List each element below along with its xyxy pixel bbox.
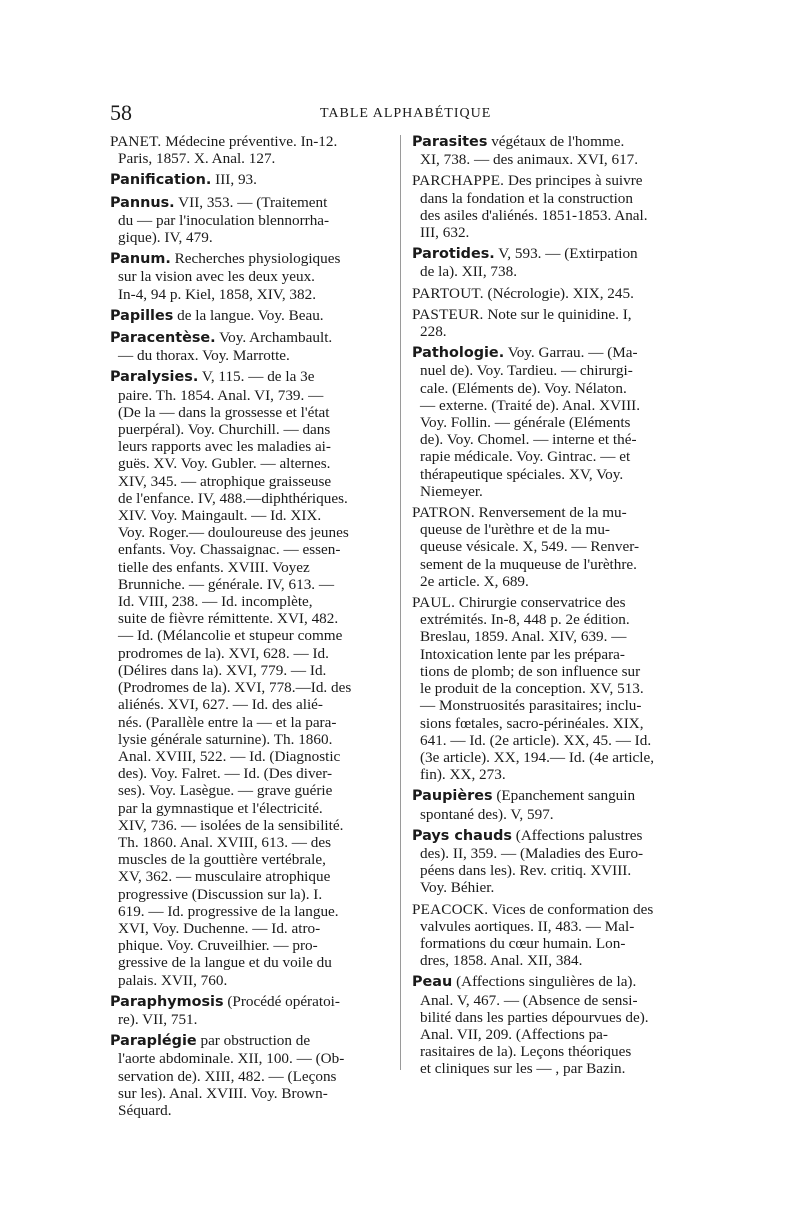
entry-line (110, 524, 394, 541)
entry-text: — du thorax. Voy. Marrotte. (118, 347, 290, 365)
entry-line (412, 806, 700, 823)
entry-text: gique). IV, 479. (118, 229, 213, 247)
running-title: TABLE ALPHABÉTIQUE (320, 106, 492, 121)
entry-text: Des principes à suivre (504, 172, 643, 190)
entry-line (412, 362, 700, 379)
entry-line (412, 646, 700, 663)
entry-text: In-4, 94 p. Kiel, 1858, XIV, 382. (118, 285, 316, 303)
index-entry (412, 827, 700, 897)
entry-text: muscles de la gouttière vertébrale, (118, 851, 326, 869)
entry-line (110, 645, 394, 662)
entry-text: phique. Voy. Cruveilhier. — pro- (118, 937, 318, 955)
entry-text: formations du cœur humain. Lon- (420, 934, 626, 952)
index-entry (110, 329, 394, 364)
entry-line (412, 344, 700, 362)
entry-text: 641. — Id. (2e article). XX, 45. — Id. (420, 731, 652, 749)
entry-line (412, 245, 700, 263)
entry-line (110, 993, 394, 1011)
entry-headword: PARCHAPPE. (412, 172, 505, 190)
entry-headword: Panification. (110, 172, 212, 189)
index-entry (412, 973, 700, 1077)
entry-text: des). II, 359. — (Maladies des Euro- (420, 844, 644, 862)
entry-text: (Nécrologie). XIX, 245. (483, 284, 634, 302)
entry-text: Médecine préventive. In-12. (161, 133, 338, 150)
entry-text: III, 93. (211, 171, 257, 189)
entry-text: spontané des). V, 597. (420, 805, 554, 823)
index-entry (110, 250, 394, 303)
entry-text: de l'enfance. IV, 488.—diphthériques. (118, 489, 348, 507)
entry-text: bilité dans les parties dépourvues de). (420, 1008, 649, 1026)
page-header (110, 100, 690, 130)
entry-text: V, 593. — (Extirpation (494, 245, 638, 263)
entry-line (110, 954, 394, 971)
entry-line (110, 610, 394, 627)
entry-line (412, 611, 700, 628)
entry-headword: Panum. (110, 251, 171, 268)
entry-line (412, 879, 700, 896)
entry-text: Séquard. (118, 1101, 172, 1119)
entry-text: queuse de l'urèthre et de la mu- (420, 521, 610, 539)
entry-text: de la langue. Voy. Beau. (173, 306, 324, 324)
entry-line (412, 787, 700, 805)
entry-text: 619. — Id. progressive de la langue. (118, 902, 339, 920)
entry-line (110, 627, 394, 644)
entry-line (110, 507, 394, 524)
entry-line (412, 766, 700, 783)
entry-line (412, 973, 700, 991)
entry-line (412, 448, 700, 465)
entry-headword: Paracentèse. (110, 330, 216, 347)
entry-text: puerpéral). Voy. Churchill. — dans (118, 421, 331, 439)
entry-line (110, 250, 394, 268)
entry-line (110, 972, 394, 989)
entry-headword: Peau (412, 974, 453, 991)
entry-line (110, 834, 394, 851)
entry-line (412, 862, 700, 879)
entry-line (412, 1009, 700, 1026)
entry-line (110, 268, 394, 285)
entry-text: Voy. Roger.— douloureuse des jeunes (118, 524, 349, 542)
entry-line (412, 935, 700, 952)
entry-text: suite de fièvre rémittente. XVI, 482. (118, 610, 339, 628)
entry-line (412, 663, 700, 680)
entry-text: Intoxication lente par les prépara- (420, 645, 625, 663)
entry-text: V, 115. — de la 3e (198, 368, 315, 386)
entry-headword: Paupières (412, 788, 493, 805)
entry-text: extrémités. In-8, 448 p. 2e édition. (420, 611, 630, 629)
entry-text: Th. 1860. Anal. XVIII, 613. — des (118, 833, 332, 851)
entry-line (412, 397, 700, 414)
entry-line (412, 827, 700, 845)
entry-text: le produit de la conception. XV, 513. (420, 680, 644, 698)
entry-headword: PATRON. (412, 504, 475, 522)
index-entry (412, 245, 700, 280)
entry-text: sions fœtales, sacro-périnéales. XIX, (420, 714, 644, 732)
entry-line (110, 387, 394, 404)
entry-line (110, 593, 394, 610)
entry-text: palais. XVII, 760. (118, 971, 228, 989)
entry-headword: Paraphymosis (110, 993, 224, 1010)
entry-headword: PAUL. (412, 594, 456, 612)
entry-line (412, 749, 700, 766)
entry-text: de). Voy. Chomel. — interne et thé- (420, 431, 637, 449)
entry-text: re). VII, 751. (118, 1010, 198, 1028)
entry-text: gressive de la langue et du voile du (118, 954, 332, 972)
entry-text: par la gymnastique et l'électricité. (118, 799, 323, 817)
entry-line (110, 473, 394, 490)
entry-line (412, 556, 700, 573)
entry-line (110, 576, 394, 593)
index-entry (110, 307, 394, 325)
entry-text: XVI, Voy. Duchenne. — Id. atro- (118, 919, 321, 937)
index-entry (412, 594, 700, 783)
entry-headword: Papilles (110, 307, 174, 324)
index-entry (110, 1032, 394, 1119)
entry-text: lysie générale saturnine). Th. 1860. (118, 730, 333, 748)
entry-text: Anal. V, 467. — (Absence de sensi- (420, 991, 638, 1009)
entry-text: XIV, 736. — isolées de la sensibilité. (118, 816, 344, 834)
index-entry (110, 993, 394, 1028)
entry-text: (3e article). XX, 194.— Id. (4e article, (420, 748, 655, 766)
entry-line (412, 504, 700, 521)
index-entry (412, 787, 700, 822)
entry-line (110, 800, 394, 817)
entry-text: Paris, 1857. X. Anal. 127. (118, 150, 276, 168)
index-entry (110, 368, 394, 988)
entry-text: Renversement de la mu- (474, 504, 627, 522)
entry-line (110, 765, 394, 782)
entry-line (110, 307, 394, 325)
entry-text: VII, 353. — (Traitement (174, 193, 328, 211)
entry-headword: Pannus. (110, 194, 175, 211)
entry-line (110, 937, 394, 954)
entry-line (412, 952, 700, 969)
entry-line (412, 483, 700, 500)
entry-text: XV, 362. — musculaire atrophique (118, 868, 331, 886)
entry-text: végétaux de l'homme. (487, 133, 625, 150)
entry-text: prodromes de la). XVI, 628. — Id. (118, 644, 329, 662)
entry-line (110, 782, 394, 799)
entry-line (412, 323, 700, 340)
entry-line (412, 573, 700, 590)
entry-text: XI, 738. — des animaux. XVI, 617. (420, 151, 639, 169)
index-entry (412, 901, 700, 970)
entry-line (412, 845, 700, 862)
entry-text: des asiles d'aliénés. 1851-1853. Anal. (420, 206, 648, 224)
entry-line (110, 150, 394, 167)
entry-text: — Id. (Mélancolie et stupeur comme (118, 627, 343, 645)
entry-line (412, 207, 700, 224)
entry-line (110, 559, 394, 576)
entry-text: du — par l'inoculation blennorrha- (118, 211, 330, 229)
entry-line (412, 466, 700, 483)
entry-text: nés. (Parallèle entre la — et la para- (118, 713, 337, 731)
entry-line (412, 628, 700, 645)
entry-headword: Parotides. (412, 246, 495, 263)
entry-line (412, 521, 700, 538)
entry-text: (Epanchement sanguin (492, 787, 636, 805)
entry-headword: Pathologie. (412, 345, 505, 362)
entry-line (110, 679, 394, 696)
entry-text: Anal. VII, 209. (Affections pa- (420, 1025, 608, 1043)
entry-text: Voy. Garrau. — (Ma- (504, 344, 638, 362)
entry-text: Niemeyer. (420, 482, 483, 500)
entry-line (110, 731, 394, 748)
index-entry (412, 133, 700, 168)
entry-line (110, 368, 394, 386)
entry-text: sur les). Anal. XVIII. Voy. Brown- (118, 1084, 328, 1102)
entry-line (412, 732, 700, 749)
entry-text: Voy. Archambault. (215, 329, 333, 347)
entry-text: (Prodromes de la). XVI, 778.—Id. des (118, 679, 352, 697)
entry-line (110, 886, 394, 903)
entry-text: Breslau, 1859. Anal. XIV, 639. — (420, 628, 627, 646)
entry-line (412, 263, 700, 280)
entry-line (110, 229, 394, 246)
entry-text: sur la vision avec les deux yeux. (118, 268, 315, 286)
entry-text: III, 632. (420, 224, 470, 242)
entry-line (412, 901, 700, 918)
entry-line (110, 920, 394, 937)
entry-text: (Délires dans la). XVI, 779. — Id. (118, 661, 327, 679)
entry-line (110, 714, 394, 731)
entry-line (110, 541, 394, 558)
entry-headword: Paralysies. (110, 369, 199, 386)
entry-line (110, 696, 394, 713)
entry-line (110, 817, 394, 834)
entry-text: Voy. Béhier. (420, 879, 495, 897)
index-entry (110, 194, 394, 247)
entry-text: par obstruction de (196, 1032, 311, 1050)
entry-text: nuel de). Voy. Tardieu. — chirurgi- (420, 362, 633, 380)
entry-text: XIV. Voy. Maingault. — Id. XIX. (118, 507, 322, 525)
entry-line (110, 851, 394, 868)
entry-line (412, 306, 700, 323)
entry-headword: PASTEUR. (412, 305, 484, 323)
entry-line (412, 538, 700, 555)
index-entry (412, 344, 700, 500)
page-number: 58 (110, 100, 132, 125)
entry-line (110, 1085, 394, 1102)
entry-text: Anal. XVIII, 522. — Id. (Diagnostic (118, 747, 341, 765)
entry-text: des). Voy. Falret. — Id. (Des diver- (118, 765, 333, 783)
entry-text: — Monstruosités parasitaires; inclu- (420, 697, 642, 715)
entry-text: 228. (420, 323, 447, 341)
entry-text: tielle des enfants. XVIII. Voyez (118, 558, 310, 576)
entry-text: rapie médicale. Voy. Gintrac. — et (420, 448, 631, 466)
entry-text: tions de plomb; de son influence sur (420, 662, 641, 680)
index-entry (110, 133, 394, 167)
index-entry (412, 504, 700, 590)
entry-headword: Pays chauds (412, 827, 512, 844)
index-entry (412, 285, 700, 302)
entry-line (412, 133, 700, 151)
entry-line (110, 212, 394, 229)
entry-line (412, 431, 700, 448)
entry-line (412, 680, 700, 697)
entry-text: Note sur le quinidine. I, (483, 305, 632, 323)
entry-text: leurs rapports avec les maladies ai- (118, 438, 331, 456)
entry-line (412, 715, 700, 732)
entry-text: guës. XV. Voy. Gubler. — alternes. (118, 455, 331, 473)
entry-text: Brunniche. — générale. IV, 613. — (118, 575, 335, 593)
entry-text: (Affections palustres (511, 826, 643, 844)
right-column (412, 133, 700, 1082)
entry-line (110, 194, 394, 212)
entry-line (412, 190, 700, 207)
entry-line (110, 1032, 394, 1050)
entry-line (110, 421, 394, 438)
entry-line (110, 438, 394, 455)
entry-line (110, 404, 394, 421)
entry-line (412, 224, 700, 241)
entry-text: de la). XII, 738. (420, 263, 517, 281)
entry-text: aliénés. XVI, 627. — Id. des alié- (118, 696, 323, 714)
entry-line (110, 490, 394, 507)
entry-text: l'aorte abdominale. XII, 100. — (Ob- (118, 1050, 345, 1068)
entry-text: (Procédé opératoi- (223, 992, 340, 1010)
entry-text: fin). XX, 273. (420, 766, 506, 784)
entry-text: 2e article. X, 689. (420, 572, 529, 590)
entry-line (110, 286, 394, 303)
entry-line (412, 414, 700, 431)
entry-line (110, 748, 394, 765)
entry-line (412, 1043, 700, 1060)
entry-text: péens dans les). Rev. critiq. XVIII. (420, 862, 632, 880)
entry-text: et cliniques sur les — , par Bazin. (420, 1060, 626, 1078)
entry-text: paire. Th. 1854. Anal. VI, 739. — (118, 386, 324, 404)
entry-line (412, 992, 700, 1009)
entry-headword: PEACOCK. (412, 900, 489, 918)
entry-line (412, 1026, 700, 1043)
entry-line (110, 329, 394, 347)
entry-line (110, 868, 394, 885)
entry-text: valvules aortiques. II, 483. — Mal- (420, 917, 635, 935)
index-entry (110, 171, 394, 189)
index-entry (412, 172, 700, 241)
entry-text: dans la fondation et la construction (420, 189, 633, 207)
entry-headword: PANET. (110, 133, 162, 150)
entry-text: rasitaires de la). Leçons théoriques (420, 1043, 632, 1061)
column-divider (400, 135, 401, 1070)
index-entry (412, 306, 700, 340)
entry-text: Recherches physiologiques (170, 250, 341, 268)
entry-line (110, 1011, 394, 1028)
entry-line (110, 1102, 394, 1119)
entry-text: thérapeutique spéciales. XV, Voy. (420, 465, 624, 483)
entry-line (110, 171, 394, 189)
entry-headword: Paraplégie (110, 1033, 197, 1050)
entry-line (412, 1060, 700, 1077)
entry-text: Vices de conformation des (488, 900, 654, 918)
entry-line (110, 455, 394, 472)
entry-headword: PARTOUT. (412, 284, 484, 302)
entry-line (110, 662, 394, 679)
entry-line (110, 903, 394, 920)
entry-text: (De la — dans la grossesse et l'état (118, 403, 330, 421)
entry-text: dres, 1858. Anal. XII, 384. (420, 952, 583, 970)
left-column (110, 133, 394, 1123)
entry-line (412, 918, 700, 935)
entry-text: queuse vésicale. X, 549. — Renver- (420, 538, 640, 556)
entry-text: Chirurgie conservatrice des (455, 594, 626, 612)
entry-line (110, 347, 394, 364)
entry-text: Id. VIII, 238. — Id. incomplète, (118, 593, 313, 611)
entry-text: Voy. Follin. — générale (Eléments (420, 414, 631, 432)
entry-line (412, 697, 700, 714)
entry-text: progressive (Discussion sur la). I. (118, 885, 323, 903)
entry-line (412, 285, 700, 302)
entry-text: cale. (Eléments de). Voy. Nélaton. (420, 379, 627, 397)
entry-line (110, 1068, 394, 1085)
entry-line (412, 594, 700, 611)
entry-line (110, 133, 394, 150)
entry-text: XIV, 345. — atrophique graisseuse (118, 472, 332, 490)
entry-line (412, 172, 700, 189)
entry-text: enfants. Voy. Chassaignac. — essen- (118, 541, 341, 559)
entry-text: (Affections singulières de la). (452, 973, 637, 991)
entry-line (110, 1050, 394, 1067)
entry-text: — externe. (Traité de). Anal. XVIII. (420, 396, 641, 414)
entry-text: sement de la muqueuse de l'urèthre. (420, 555, 637, 573)
entry-headword: Parasites (412, 134, 488, 150)
entry-text: servation de). XIII, 482. — (Leçons (118, 1067, 337, 1085)
entry-text: ses). Voy. Lasègue. — grave guérie (118, 782, 333, 800)
entry-line (412, 380, 700, 397)
entry-line (412, 151, 700, 168)
